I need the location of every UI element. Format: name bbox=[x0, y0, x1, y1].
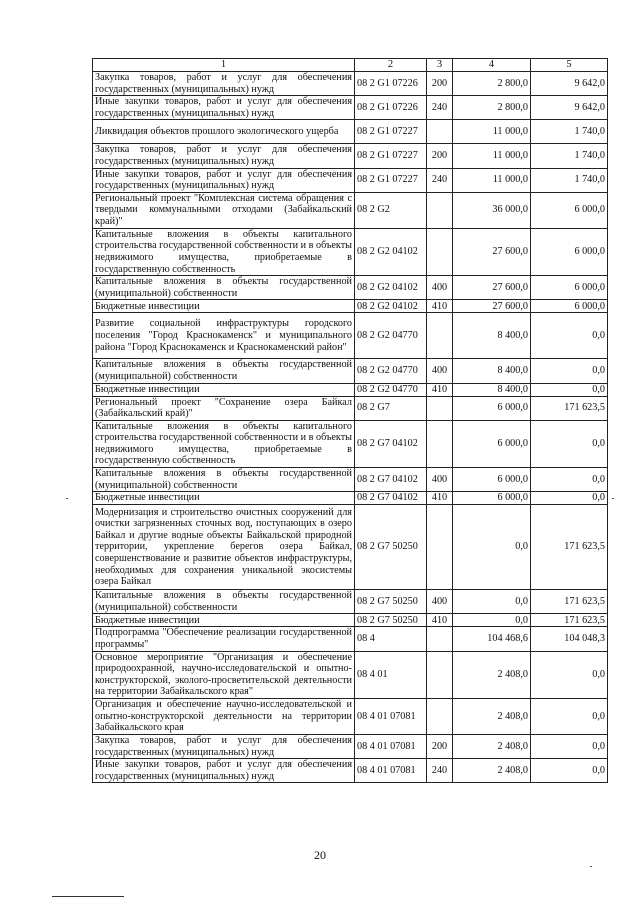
row-expense-type: 200 bbox=[427, 72, 453, 96]
row-name: Региональный проект "Комплексная система обращения с твердыми коммунальными отходами (Забайкальский край)" bbox=[93, 192, 355, 228]
header-col-4: 4 bbox=[453, 59, 531, 72]
footnote-line bbox=[52, 896, 124, 897]
row-expense-type: 200 bbox=[427, 144, 453, 168]
table-row bbox=[93, 144, 608, 168]
row-amount-1: 2 800,0 bbox=[453, 96, 531, 120]
table-body bbox=[93, 59, 608, 783]
row-code: 08 4 01 bbox=[355, 651, 427, 698]
row-amount-2: 0,0 bbox=[531, 359, 608, 383]
table-row bbox=[93, 396, 608, 420]
budget-table bbox=[92, 58, 608, 783]
row-amount-2: 0,0 bbox=[531, 492, 608, 505]
row-name: Подпрограмма "Обеспечение реализации государственной программы" bbox=[93, 627, 355, 651]
row-amount-1: 27 600,0 bbox=[453, 228, 531, 275]
row-amount-1: 2 408,0 bbox=[453, 759, 531, 783]
row-name: Капитальные вложения в объекты капитального строительства государственной собственности и в объекты недвижимого имущества, приобретаемые в государственную собственность bbox=[93, 420, 355, 467]
page-number: 20 bbox=[314, 848, 326, 862]
table-row bbox=[93, 651, 608, 698]
row-name: Иные закупки товаров, работ и услуг для обеспечения государственных (муниципальных) нужд bbox=[93, 759, 355, 783]
row-expense-type bbox=[427, 505, 453, 590]
row-code: 08 2 G2 04770 bbox=[355, 359, 427, 383]
table-row bbox=[93, 300, 608, 313]
table-row bbox=[93, 383, 608, 396]
row-name: Иные закупки товаров, работ и услуг для обеспечения государственных (муниципальных) нужд bbox=[93, 96, 355, 120]
row-amount-1: 8 400,0 bbox=[453, 359, 531, 383]
table-row bbox=[93, 468, 608, 492]
row-name: Модернизация и строительство очистных сооружений для очистки загрязненных сточных вод, поступающих в озеро Байкал и другие водные объекты Байкальской природной территории, укрепление берегов озера Байкал, совершенствование и развитие объектов инфраструктуры, необходимых для сохранения уникальной экосистемы озера Байкал bbox=[93, 505, 355, 590]
row-expense-type bbox=[427, 699, 453, 735]
table-row bbox=[93, 96, 608, 120]
row-code: 08 2 G7 50250 bbox=[355, 614, 427, 627]
row-expense-type: 200 bbox=[427, 735, 453, 759]
row-amount-2: 1 740,0 bbox=[531, 168, 608, 192]
row-expense-type bbox=[427, 420, 453, 467]
table-row bbox=[93, 228, 608, 275]
row-amount-1: 2 408,0 bbox=[453, 651, 531, 698]
header-col-1: 1 bbox=[93, 59, 355, 72]
row-amount-2: 1 740,0 bbox=[531, 120, 608, 144]
header-col-2: 2 bbox=[355, 59, 427, 72]
row-code: 08 2 G2 04770 bbox=[355, 313, 427, 359]
table-row bbox=[93, 168, 608, 192]
row-amount-2: 9 642,0 bbox=[531, 96, 608, 120]
row-name: Региональный проект "Сохранение озера Байкал (Забайкальский край)" bbox=[93, 396, 355, 420]
row-amount-2: 0,0 bbox=[531, 699, 608, 735]
row-name: Развитие социальной инфраструктуры городского поселения "Город Краснокаменск" и муниципального района "Город Краснокаменск и Краснокаменский район" bbox=[93, 313, 355, 359]
row-amount-1: 104 468,6 bbox=[453, 627, 531, 651]
row-amount-1: 27 600,0 bbox=[453, 300, 531, 313]
row-code: 08 2 G1 07226 bbox=[355, 96, 427, 120]
table-row bbox=[93, 492, 608, 505]
row-expense-type: 240 bbox=[427, 759, 453, 783]
table-row bbox=[93, 420, 608, 467]
row-amount-1: 2 408,0 bbox=[453, 699, 531, 735]
row-expense-type bbox=[427, 120, 453, 144]
table-row bbox=[93, 359, 608, 383]
row-name: Капитальные вложения в объекты государственной (муниципальной) собственности bbox=[93, 359, 355, 383]
row-code: 08 2 G7 bbox=[355, 396, 427, 420]
row-code: 08 2 G1 07226 bbox=[355, 72, 427, 96]
row-amount-1: 11 000,0 bbox=[453, 120, 531, 144]
row-amount-1: 6 000,0 bbox=[453, 468, 531, 492]
row-name: Бюджетные инвестиции bbox=[93, 492, 355, 505]
row-amount-2: 6 000,0 bbox=[531, 300, 608, 313]
row-amount-2: 171 623,5 bbox=[531, 614, 608, 627]
row-code: 08 2 G7 04102 bbox=[355, 420, 427, 467]
row-expense-type bbox=[427, 313, 453, 359]
row-code: 08 2 G7 04102 bbox=[355, 492, 427, 505]
row-expense-type bbox=[427, 228, 453, 275]
row-name: Капитальные вложения в объекты государственной (муниципальной) собственности bbox=[93, 276, 355, 300]
table-row bbox=[93, 120, 608, 144]
row-amount-1: 2 800,0 bbox=[453, 72, 531, 96]
row-expense-type bbox=[427, 627, 453, 651]
table-header-row bbox=[93, 59, 608, 72]
row-amount-1: 27 600,0 bbox=[453, 276, 531, 300]
table-row bbox=[93, 192, 608, 228]
scan-speck bbox=[590, 866, 592, 867]
row-amount-2: 171 623,5 bbox=[531, 396, 608, 420]
row-expense-type: 410 bbox=[427, 614, 453, 627]
row-amount-2: 0,0 bbox=[531, 313, 608, 359]
row-name: Основное мероприятие "Организация и обеспечение природоохранной, научно-исследовательской и опытно-конструкторской, эколого-просветительской деятельности на территории Забайкальского края" bbox=[93, 651, 355, 698]
row-code: 08 2 G2 bbox=[355, 192, 427, 228]
row-amount-2: 6 000,0 bbox=[531, 228, 608, 275]
row-amount-2: 0,0 bbox=[531, 383, 608, 396]
row-code: 08 2 G2 04102 bbox=[355, 228, 427, 275]
row-amount-2: 1 740,0 bbox=[531, 144, 608, 168]
row-amount-1: 6 000,0 bbox=[453, 396, 531, 420]
row-amount-1: 0,0 bbox=[453, 505, 531, 590]
row-amount-1: 6 000,0 bbox=[453, 492, 531, 505]
row-name: Организация и обеспечение научно-исследовательской и опытно-конструкторской деятельности на территории Забайкальского края bbox=[93, 699, 355, 735]
row-amount-2: 9 642,0 bbox=[531, 72, 608, 96]
row-code: 08 2 G7 50250 bbox=[355, 590, 427, 614]
row-amount-1: 11 000,0 bbox=[453, 144, 531, 168]
row-code: 08 4 01 07081 bbox=[355, 699, 427, 735]
row-amount-2: 0,0 bbox=[531, 420, 608, 467]
header-col-5: 5 bbox=[531, 59, 608, 72]
row-code: 08 2 G2 04102 bbox=[355, 300, 427, 313]
row-expense-type: 400 bbox=[427, 359, 453, 383]
row-expense-type: 400 bbox=[427, 468, 453, 492]
scan-speck bbox=[612, 498, 614, 499]
row-name: Бюджетные инвестиции bbox=[93, 300, 355, 313]
row-name: Бюджетные инвестиции bbox=[93, 614, 355, 627]
row-name: Ликвидация объектов прошлого экологического ущерба bbox=[93, 120, 355, 144]
row-code: 08 4 01 07081 bbox=[355, 759, 427, 783]
row-amount-1: 6 000,0 bbox=[453, 420, 531, 467]
row-code: 08 2 G1 07227 bbox=[355, 168, 427, 192]
row-amount-1: 36 000,0 bbox=[453, 192, 531, 228]
table-row bbox=[93, 276, 608, 300]
table-row bbox=[93, 627, 608, 651]
row-amount-1: 8 400,0 bbox=[453, 313, 531, 359]
scan-speck bbox=[66, 498, 68, 499]
row-amount-1: 8 400,0 bbox=[453, 383, 531, 396]
row-expense-type: 400 bbox=[427, 276, 453, 300]
row-amount-1: 11 000,0 bbox=[453, 168, 531, 192]
row-name: Закупка товаров, работ и услуг для обеспечения государственных (муниципальных) нужд bbox=[93, 72, 355, 96]
row-code: 08 2 G1 07227 bbox=[355, 144, 427, 168]
table-row bbox=[93, 735, 608, 759]
table-row bbox=[93, 699, 608, 735]
row-amount-2: 0,0 bbox=[531, 468, 608, 492]
row-expense-type: 240 bbox=[427, 168, 453, 192]
row-amount-2: 0,0 bbox=[531, 759, 608, 783]
row-code: 08 2 G2 04770 bbox=[355, 383, 427, 396]
row-amount-2: 6 000,0 bbox=[531, 276, 608, 300]
row-amount-1: 0,0 bbox=[453, 614, 531, 627]
row-amount-2: 0,0 bbox=[531, 651, 608, 698]
row-amount-2: 104 048,3 bbox=[531, 627, 608, 651]
row-amount-2: 6 000,0 bbox=[531, 192, 608, 228]
row-amount-2: 171 623,5 bbox=[531, 590, 608, 614]
row-name: Бюджетные инвестиции bbox=[93, 383, 355, 396]
row-code: 08 2 G7 50250 bbox=[355, 505, 427, 590]
row-expense-type: 410 bbox=[427, 300, 453, 313]
table-row bbox=[93, 72, 608, 96]
row-expense-type: 410 bbox=[427, 492, 453, 505]
row-code: 08 2 G7 04102 bbox=[355, 468, 427, 492]
row-name: Капитальные вложения в объекты государственной (муниципальной) собственности bbox=[93, 590, 355, 614]
row-amount-2: 171 623,5 bbox=[531, 505, 608, 590]
row-expense-type: 410 bbox=[427, 383, 453, 396]
row-code: 08 4 bbox=[355, 627, 427, 651]
row-code: 08 4 01 07081 bbox=[355, 735, 427, 759]
row-name: Иные закупки товаров, работ и услуг для обеспечения государственных (муниципальных) нужд bbox=[93, 168, 355, 192]
row-expense-type bbox=[427, 651, 453, 698]
row-amount-1: 2 408,0 bbox=[453, 735, 531, 759]
table-row bbox=[93, 759, 608, 783]
table-row bbox=[93, 313, 608, 359]
row-expense-type: 240 bbox=[427, 96, 453, 120]
row-name: Капитальные вложения в объекты государственной (муниципальной) собственности bbox=[93, 468, 355, 492]
table-row bbox=[93, 614, 608, 627]
row-amount-1: 0,0 bbox=[453, 590, 531, 614]
row-code: 08 2 G2 04102 bbox=[355, 276, 427, 300]
table-row bbox=[93, 505, 608, 590]
table-row bbox=[93, 590, 608, 614]
row-name: Закупка товаров, работ и услуг для обеспечения государственных (муниципальных) нужд bbox=[93, 144, 355, 168]
row-expense-type bbox=[427, 396, 453, 420]
row-expense-type bbox=[427, 192, 453, 228]
row-amount-2: 0,0 bbox=[531, 735, 608, 759]
row-name: Капитальные вложения в объекты капитального строительства государственной собственности и в объекты недвижимого имущества, приобретаемые в государственную собственность bbox=[93, 228, 355, 275]
header-col-3: 3 bbox=[427, 59, 453, 72]
row-name: Закупка товаров, работ и услуг для обеспечения государственных (муниципальных) нужд bbox=[93, 735, 355, 759]
row-code: 08 2 G1 07227 bbox=[355, 120, 427, 144]
row-expense-type: 400 bbox=[427, 590, 453, 614]
